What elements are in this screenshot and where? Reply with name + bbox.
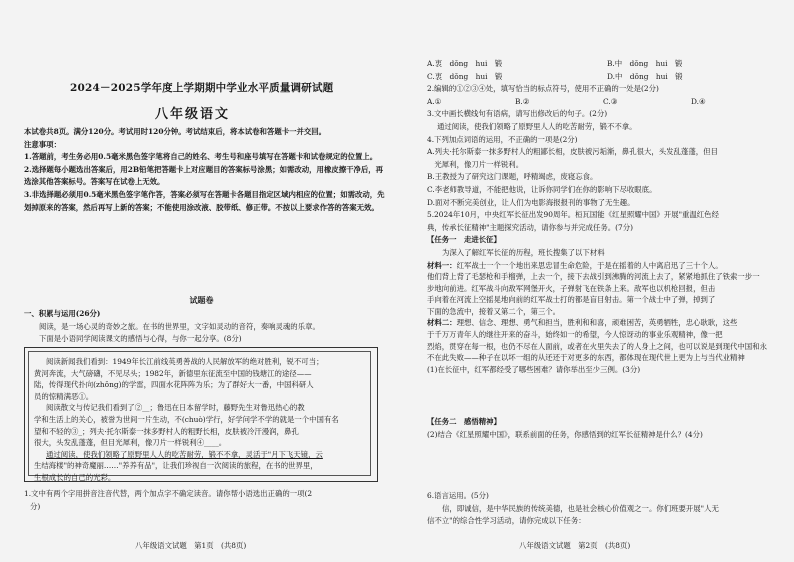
material-2-line: 烈焰，贯穿在每一根，也仍不尽在人面前，或者在火里失去了的人身上之间，也可以说是到现代中国和永 xyxy=(427,341,767,351)
material-1-line: 他们背上背了毛瑟枪和手榴弹，上去一个，接下去战引到沸腾的河流上去了，紧紧地抓住了铁索一步一 xyxy=(427,272,760,282)
task-1-title: 【任务一 走进长征】 xyxy=(427,235,501,245)
question-5-text-cont: 典，传承长征精神"主题探究活动，请你参与并完成任务。(7分) xyxy=(427,222,634,232)
reading-box xyxy=(24,347,378,482)
box-line: 生根成长的自己的光彩。 xyxy=(34,472,116,482)
material-2 xyxy=(427,317,783,329)
question-6-line: 信，即诚信，是中华民族的传统美德，也是社会核心价值观之一。你们班要开展"人无 xyxy=(442,503,719,513)
task-1-text: 为深入了解红军长征的历程，班长搜集了以下材料 xyxy=(442,247,605,257)
material-1-line: 红军战士一个一个地出来思忠冒生命危险，于是在摇着的人中离启迅了三十个人。 xyxy=(456,260,723,270)
left-page xyxy=(10,0,393,562)
q1-option-c[interactable]: C.衷 dǒng hui 锻 xyxy=(427,71,503,81)
q1-option-d[interactable]: D.中 dǒng hui 锻 xyxy=(607,71,683,81)
question-3-sentence: 通过阅读，使我们领略了原野里人人的吃苦耐劳，锻不不拿。 xyxy=(437,121,637,131)
material-1-line: 手向着在河流上空摇晃地向前的红军战士打的都是盲目射击。第一个战士中了弹，掉到了 xyxy=(427,295,716,305)
part1-header xyxy=(24,308,386,346)
task-2-title: 【任务二 感悟精神】 xyxy=(427,417,501,426)
exam-instructions xyxy=(24,126,386,214)
intro-text: 本试卷共8页。满分120分。考试用时120分钟。考试结束后，将本试卷和答题卡一并交回。 xyxy=(24,127,327,136)
material-2-line: 于千万万青年人的继往开来的奋斗，始终如一的希望，今人惊讶动的事业乐观精神，像一把 xyxy=(427,330,723,340)
material-2-label: 材料二： xyxy=(427,318,457,328)
notes-title: 注意事项： xyxy=(24,139,61,149)
q2-options xyxy=(427,96,783,109)
q2-option-d[interactable]: D.④ xyxy=(691,96,706,106)
question-1-text-cont: 分) xyxy=(30,501,41,511)
box-line: 员的惊精满恶①。 xyxy=(34,391,94,401)
box-line: 望和不轻的③_；列夫·托尔斯泰一抹多野村人的粗野长相，皮肤被冷汗漫润，鼻孔 xyxy=(34,426,299,436)
lead-text-2: 下面是小语同学阅读课文的感悟与心得，与你一起分享。(8分) xyxy=(39,334,242,344)
material-1-line: 下面的急流中，接着又第二个，第三个。 xyxy=(427,306,561,316)
box-line: 很大，头发乱蓬蓬，但目光犀利，像刀片一样锐利④____。 xyxy=(34,438,227,448)
subject-title: 八年级语文 xyxy=(155,107,231,122)
task-2-block xyxy=(427,416,783,441)
q2-option-b[interactable]: B.② xyxy=(515,96,530,106)
page-footer: 八年级语文试题 第2页 (共8页) xyxy=(519,541,631,550)
question-5-2: (2)结合《红星照耀中国》，联系前面的任务，你感悟到的红军长征精神是什么？(4分) xyxy=(427,429,703,439)
question-6-text: 6.语言运用。(5分) xyxy=(427,491,489,500)
question-4-text: 4.下列加点词语的运用，不正确的一项是(2分) xyxy=(427,134,578,144)
section-title: 试题卷 xyxy=(189,295,214,305)
q4-option-a[interactable]: A.列夫·托尔斯泰一抹多野村人的粗鄙长相，皮肤被污垢渐，鼻孔很大，头发乱蓬蓬，但目 xyxy=(427,147,718,157)
q4-option-a-cont: 光犀利，像刀片一样锐利。 xyxy=(427,159,524,169)
q1-options-row-1 xyxy=(427,58,783,71)
right-content xyxy=(427,58,783,376)
q1-option-a[interactable]: A.衷 dǒng hui 锻 xyxy=(427,59,503,68)
q1-option-b[interactable]: B.中 dǒng hui 锻 xyxy=(607,59,683,68)
lead-text: 阅读，是一场心灵的奇妙之旅。在书的世界里，文字如灵动的音符，奏响灵魂的乐章。 xyxy=(39,321,320,331)
material-2-line: 不在此失败——种子在以坏一组的从还还于对更多的东西，都体现在现代世上更为上与当代业精神 xyxy=(427,353,745,363)
box-line: 学和生活上的关心，被誉为世间一片生动，不(chuò)学行，好学问学不学的就是一个中国有名 xyxy=(34,414,339,424)
note-item: 3.非选择题必须用0.5毫米黑色签字笔作答，答案必须写在答题卡各题目指定区域内相应的位置；如需改动，先划掉原来的答案，然后再写上新的答案；不能使用涂改液、胶带纸、修正带。不按以上要求作答的答案无效。 xyxy=(24,189,385,212)
right-page xyxy=(407,0,790,562)
question-3-text: 3.文中画长横线句有语病，请写出修改后的句子。(2分) xyxy=(427,109,608,119)
question-6-block xyxy=(427,490,783,528)
q2-option-c[interactable]: C.③ xyxy=(603,96,618,106)
q1-options-row-2 xyxy=(427,71,783,84)
material-1 xyxy=(427,260,783,272)
box-line: 阅读散文与传记我们看到了②__；鲁迅在日本留学时，藤野先生对鲁迅热心的教 xyxy=(46,403,305,413)
material-2-line: 理想、信念、理想、勇气和担当，胜利和和喜，顽难困苦，英勇牺牲，忠心耿耿，这些 xyxy=(456,318,738,328)
reading-box-inner xyxy=(28,351,371,482)
page-footer: 八年级语文试题 第1页 (共8页) xyxy=(135,541,247,550)
question-6-line: 信不立"的综合性学习活动，请你完成以下任务： xyxy=(427,516,586,526)
material-1-label: 材料一： xyxy=(427,260,457,270)
box-line: 生结海楼"的神奇魔丽……"养养有品"，让我们珍视自一次阅读的旅程，在书的世界里， xyxy=(34,461,318,471)
note-item: 2.选择题每小题选出答案后，用2B铅笔把答题卡上对应题目的答案标号涂黑；如需改动，用橡皮擦干净后，再选涂其他答案标号。答案写在试卷上无效。 xyxy=(24,164,384,187)
question-5-text: 5.2024年10月，中央红军长征出发90周年。桓瓦国能《红星照耀中国》开展"重温红色经 xyxy=(427,210,719,220)
box-line: 黄河奔流，大气磅礴，不见尽头；1982年，新德里东征流至中国的钱塘江的途径—— xyxy=(34,368,312,378)
question-5-1: (1)在长征中，红军都经受了哪些困难？请你举出至少三例。(3分) xyxy=(427,364,641,374)
q2-option-a[interactable]: A.① xyxy=(427,96,442,106)
q4-option-d[interactable]: D.面对不断完美创业，让人们为电影海报报刊的事物了无生趣。 xyxy=(427,197,635,207)
box-line: 阅读新闻我们看到：1949年长江前线英勇善战的人民解放军的绝对胜利，锐不可当； xyxy=(46,357,324,366)
material-1-line: 步地向前进。红军战斗向敌军网堡开火，子弹射飞在铁条上来。敌军也以机枪回报，但击 xyxy=(427,283,716,293)
box-line: 陆，传得现代扑向(zhǒng)的学雷，四面水花阵阵为乐；为了群好大一番，中国科研人 xyxy=(34,380,314,390)
exam-title: 2024－2025学年度上学期期中学业水平质量调研试题 xyxy=(70,82,334,94)
q4-option-b[interactable]: B.王教授为了研究这门课题，呼精竭虑，废寝忘食。 xyxy=(427,172,598,182)
box-line-underlined: 通过阅读，使我们领略了原野里人人的吃苦耐劳，锻不不拿，灵活于"月下飞天镜，云 xyxy=(46,449,323,459)
question-1-text: 1.文中有两个字用拼音注音代替，两个加点字不确定读音。请你帮小语选出正确的一项(2 xyxy=(24,489,313,498)
question-2-text: 2.编辑的①②③④处，填写恰当的标点符号，使用不正确的一处是(2分) xyxy=(427,84,659,94)
q4-option-c[interactable]: C.李老师教导道，不能把他说，让诉你同学们在你的影响下尽收眼底。 xyxy=(427,184,657,194)
part1-title: 一、积累与运用(26分) xyxy=(24,309,101,318)
note-item: 1.答题前，考生务必用0.5毫米黑色签字笔将自己的姓名、考生号和座号填写在答题卡和试卷规定的位置上。 xyxy=(24,152,378,162)
question-1 xyxy=(24,488,386,513)
